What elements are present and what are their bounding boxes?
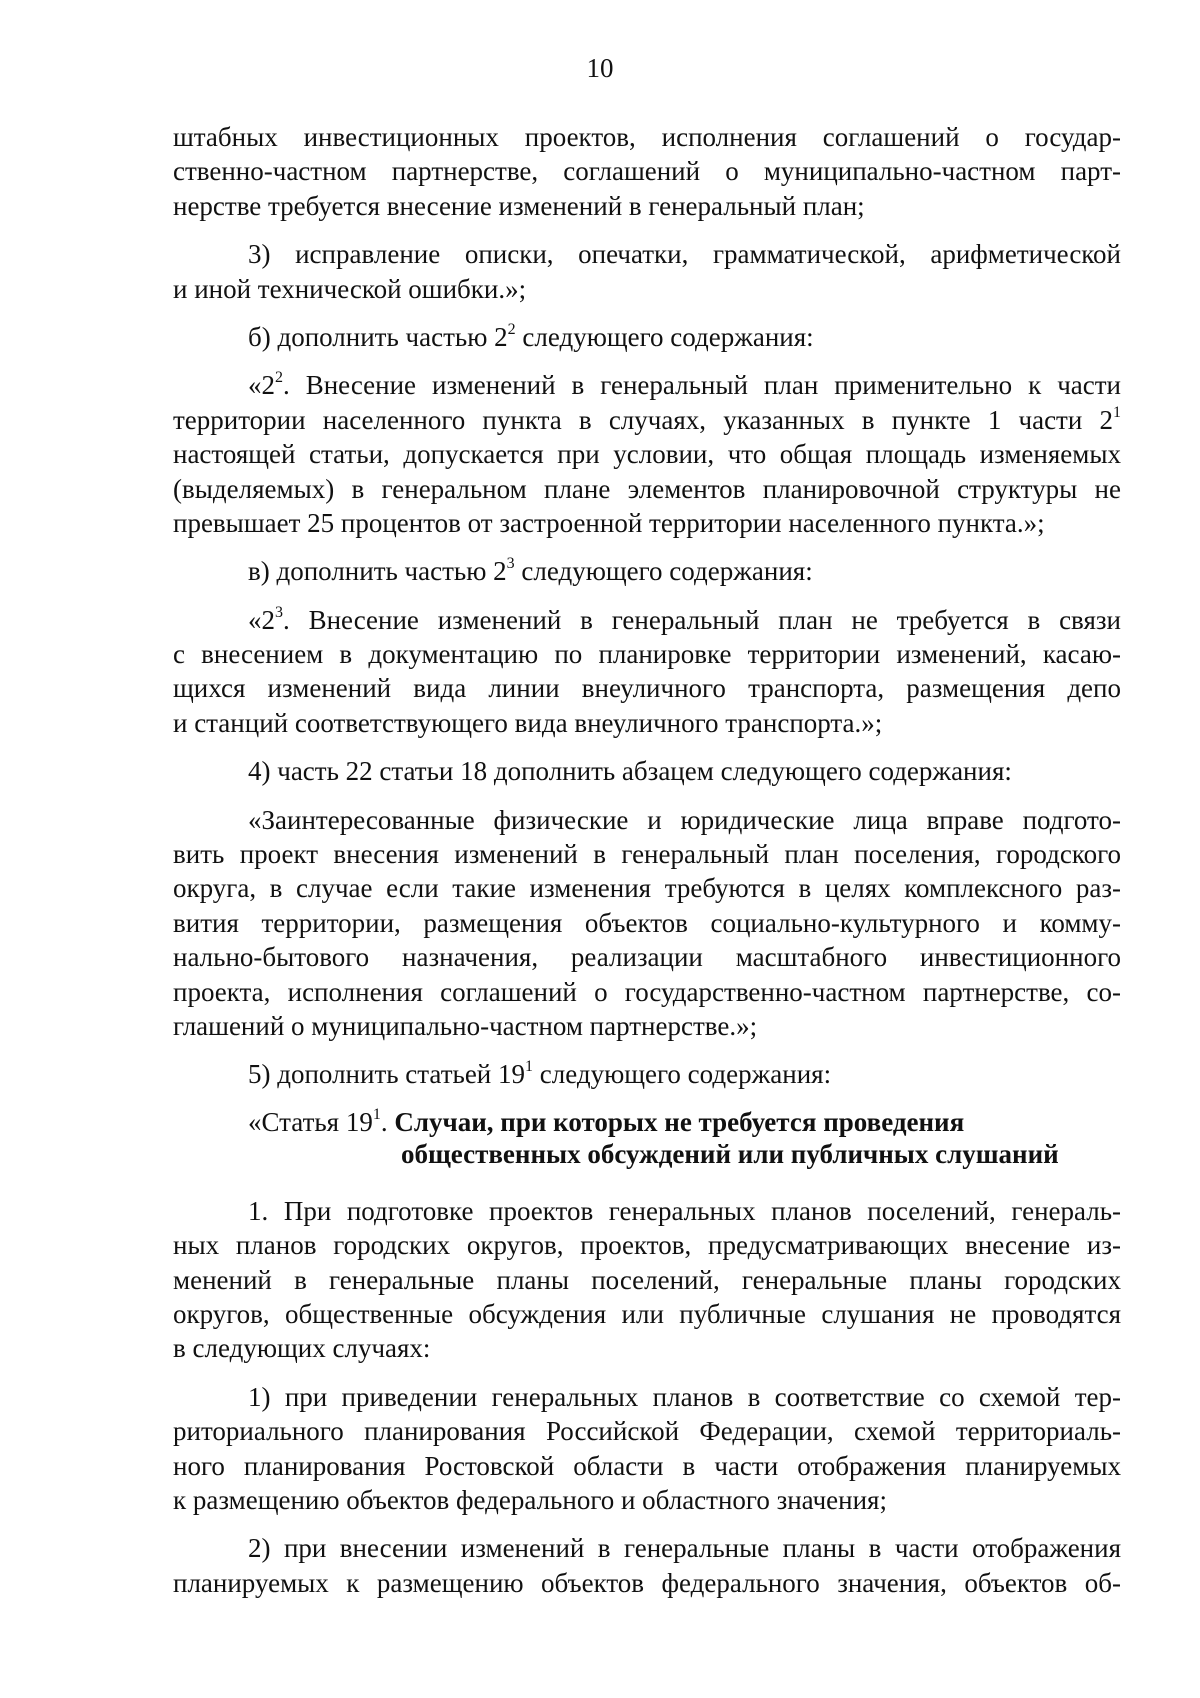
text-line: настоящей статьи, допускается при условии, что общая площадь изменяемых [173,439,1121,470]
text-line [173,1057,1121,1091]
text-line: (выделяемых) в генеральном плане элементов планировочной структуры не [173,473,1121,504]
text-line: ных планов городских округов, проектов, предусматривающих внесение из- [173,1230,1121,1261]
text-line: ственно-частном партнерстве, соглашений о муниципально-частном парт- [173,156,1121,187]
text-line: нерстве требуется внесение изменений в генеральный план; [173,190,865,221]
text-fragment: . Внесение изменений в генеральный план не требуется в связи [283,604,1121,635]
text-line [173,603,1121,637]
text-fragment: . [380,1106,395,1137]
superscript: 3 [506,555,515,573]
paragraph-item-4 [173,754,1121,788]
text-line: ного планирования Ростовской области в части отображения планируемых [173,1450,1121,1481]
text-fragment: . Внесение изменений в генеральный план применительно к части [283,370,1121,401]
text-line [173,554,1121,588]
text-line: к размещению объектов федерального и областного значения; [173,1484,887,1515]
text-line: и иной технической ошибки.»; [173,273,527,304]
text-line: проекта, исполнения соглашений о государственно-частном партнерстве, со- [173,976,1121,1007]
paragraph-subitem-1 [173,1380,1121,1518]
text-line: 3) исправление описки, опечатки, грамматической, арифметической [248,239,1121,270]
text-fragment: следующего содержания: [514,556,813,587]
text-fragment: 5) дополнить статьей 19 [248,1059,526,1090]
text-line: в следующих случаях: [173,1333,431,1364]
text-line: щихся изменений вида линии внеуличного транспорта, размещения депо [173,673,1121,704]
paragraph-subitem-2 [173,1531,1121,1600]
article-number: «Статья 19 [248,1106,373,1137]
text-line: округа, в случае если такие изменения требуются в целях комплексного раз- [173,873,1121,904]
superscript: 1 [372,1105,381,1123]
text-fragment: следующего содержания: [515,321,814,352]
superscript: 2 [507,320,516,338]
article-heading-line [173,1106,1121,1138]
text-fragment: территории населенного пункта в случаях, указанных в пункте 1 части 2 [173,404,1113,435]
superscript: 1 [1113,403,1121,421]
text-fragment: б) дополнить частью 2 [248,321,508,352]
text-line: превышает 25 процентов от застроенной территории населенного пункта.»; [173,507,1045,538]
paragraph-item-b [173,320,1121,354]
page-number: 10 [586,53,614,83]
text-line: планируемых к размещению объектов федерального значения, объектов об- [173,1567,1121,1598]
text-line: менений в генеральные планы поселений, генеральные планы городских [173,1264,1121,1295]
text-line: вить проект внесения изменений в генеральный план поселения, городского [173,839,1121,870]
article-heading [173,1106,1121,1170]
superscript: 3 [275,603,283,621]
superscript: 2 [275,369,283,387]
text-line: и станций соответствующего вида внеуличного транспорта.»; [173,707,883,738]
text-line: 4) часть 22 статьи 18 дополнить абзацем следующего содержания: [248,756,1012,787]
text-line: 1) при приведении генеральных планов в соответствие со схемой тер- [248,1381,1121,1412]
paragraph-item-3 [173,237,1121,306]
paragraph-part-2-3 [173,603,1121,741]
paragraph-article-part-1 [173,1194,1121,1366]
superscript: 1 [525,1058,534,1076]
text-fragment: в) дополнить частью 2 [248,556,507,587]
paragraph-item-v [173,554,1121,588]
text-line: 1. При подготовке проектов генеральных планов поселений, генераль- [248,1195,1121,1226]
text-line [173,403,1121,437]
text-line: глашений о муниципально-частном партнерстве.»; [173,1010,758,1041]
paragraph-part-2-2 [173,368,1121,540]
text-fragment: следующего содержания: [533,1059,832,1090]
article-title: Случаи, при которых не требуется проведения [394,1106,965,1137]
text-line: вития территории, размещения объектов социально-культурного и комму- [173,907,1121,938]
text-line: нально-бытового назначения, реализации масштабного инвестиционного [173,942,1121,973]
paragraph-continuation [173,120,1121,223]
text-fragment: «2 [248,370,275,401]
text-line: «Заинтересованные физические и юридические лица вправе подгото- [248,804,1121,835]
paragraph-quote-interested-parties [173,803,1121,1044]
text-fragment: «2 [248,604,275,635]
text-line: округов, общественные обсуждения или публичные слушания не проводятся [173,1298,1121,1329]
text-line [173,320,1121,354]
text-line: штабных инвестиционных проектов, исполнения соглашений о государ- [173,122,1121,152]
text-line: риториального планирования Российской Федерации, схемой территориаль- [173,1416,1121,1447]
text-line [173,368,1121,402]
article-title-continuation: общественных обсуждений или публичных слушаний [401,1138,1059,1169]
paragraph-item-5 [173,1057,1121,1091]
document-body [173,120,1121,1614]
text-line: с внесением в документацию по планировке территории изменений, касаю- [173,639,1121,670]
text-line: 2) при внесении изменений в генеральные планы в части отображения [248,1533,1121,1564]
